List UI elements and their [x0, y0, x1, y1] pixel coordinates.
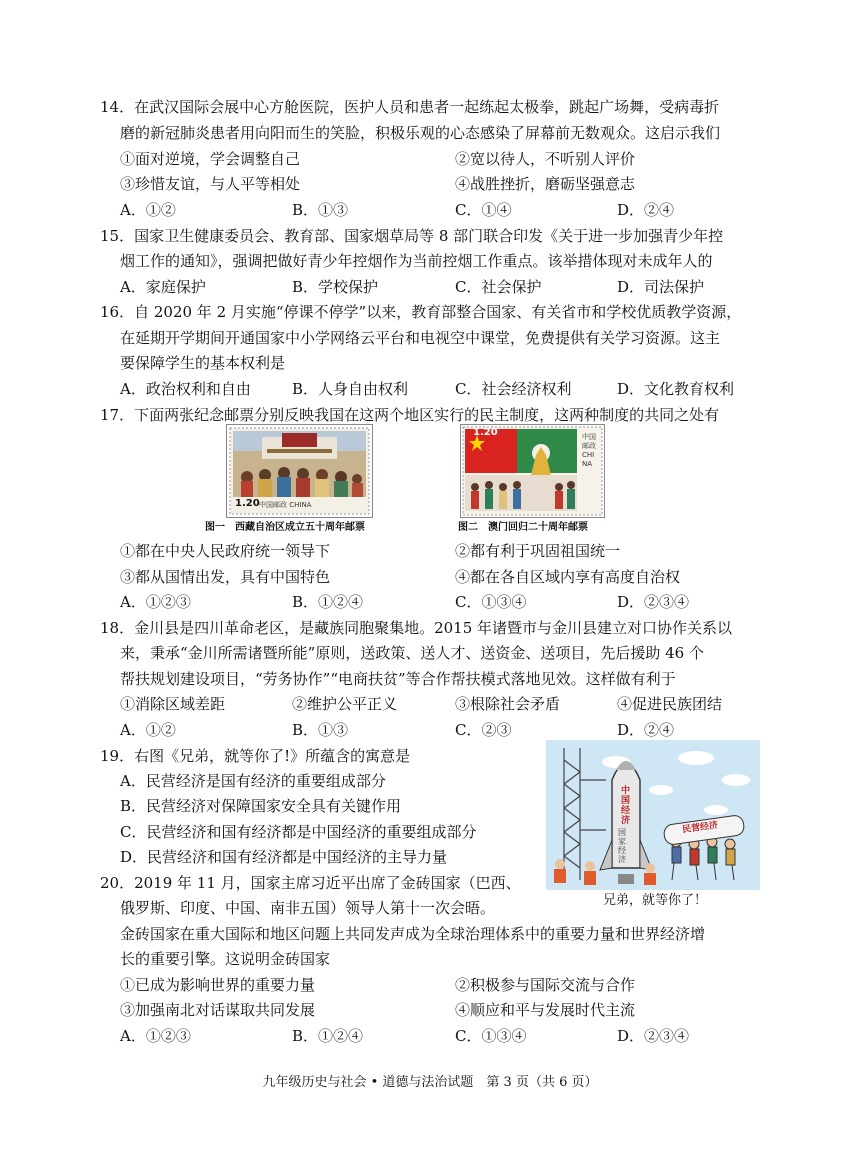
figure-2-caption: 图二 澳门回归二十周年邮票	[458, 522, 588, 533]
q14-option-b: B．①③	[292, 201, 349, 219]
q20-stem-line-2: 俄罗斯、印度、中国、南非五国）领导人第十一次会晤。	[120, 899, 496, 917]
q18-stem-line-3: 帮扶规划建设项目，“劳务协作”“电商扶贫”等合作帮扶模式落地见效。这样做有利于	[120, 670, 676, 688]
macau-stamp-value: 1.20	[473, 427, 498, 438]
page-footer: 九年级历史与社会 • 道德与法治试题 第 3 页（共 6 页）	[262, 1075, 598, 1090]
q17-item-1: ①都在中央人民政府统一领导下	[120, 542, 331, 560]
tibet-stamp-post: 中国邮政 CHINA	[259, 501, 312, 509]
cartoon-image	[546, 740, 760, 890]
q14-stem-line-1: 14．在武汉国际会展中心方舱医院，医护人员和患者一起练起太极拳，跳起广场舞，受病毒折	[100, 98, 720, 116]
q19-option-b: B．民营经济对保障国家安全具有关键作用	[120, 797, 402, 815]
q14-option-a: A．①②	[120, 201, 176, 219]
figure-1-caption: 图一 西藏自治区成立五十周年邮票	[205, 522, 365, 533]
q18-option-b: B．①③	[292, 721, 349, 739]
q14-item-3: ③珍惜友谊，与人平等相处	[120, 175, 301, 193]
rocket-cartoon-art	[546, 740, 760, 890]
cartoon-caption: 兄弟，就等你了！	[603, 893, 708, 908]
q14-item-1: ①面对逆境，学会调整自己	[120, 150, 301, 168]
q14-item-4: ④战胜挫折，磨砺坚强意志	[455, 175, 636, 193]
q18-item-4: ④促进民族团结	[617, 695, 723, 713]
q20-stem-line-1: 20．2019 年 11 月，国家主席习近平出席了金砖国家（巴西、	[100, 874, 521, 892]
q14-option-c: C．①④	[455, 201, 512, 219]
q18-stem-line-2: 来，秉承“金川所需诸暨所能”原则，送政策、送人才、送资金、送项目，先后援助 46 个	[120, 644, 704, 662]
q15-option-c: C．社会保护	[455, 278, 542, 296]
macau-stamp-post: 中国邮政 CHINA	[582, 433, 596, 468]
q18-option-d: D．②④	[617, 721, 675, 739]
q15-stem-line-1: 15．国家卫生健康委员会、教育部、国家烟草局等 8 部门联合印发《关于进一步加强青少年控	[100, 227, 724, 245]
q15-option-a: A．家庭保护	[120, 278, 206, 296]
q17-option-c: C．①③④	[455, 593, 527, 611]
q16-stem-line-3: 要保障学生的基本权利是	[120, 354, 286, 372]
q20-option-c: C．①③④	[455, 1027, 527, 1045]
q18-item-2: ②维护公平正义	[292, 695, 398, 713]
fuel-tank-text: 民营经济	[681, 820, 719, 836]
q14-stem-line-2: 磨的新冠肺炎患者用向阳而生的笑脸，积极乐观的心态感染了屏幕前无数观众。这启示我们	[120, 124, 721, 142]
q16-stem-line-2: 在延期开学期间开通国家中小学网络云平台和电视空中课堂，免费提供有关学习资源。这主	[120, 329, 721, 347]
q19-stem: 19．右图《兄弟，就等你了!》所蕴含的寓意是	[100, 747, 411, 765]
q18-item-1: ①消除区域差距	[120, 695, 226, 713]
rocket-head-text: 中国经济	[621, 786, 631, 826]
q20-option-b: B．①②④	[292, 1027, 364, 1045]
q19-option-a: A．民营经济是国有经济的重要组成部分	[120, 772, 386, 790]
q20-item-1: ①已成为影响世界的重要力量	[120, 976, 316, 994]
q14-item-2: ②宽以待人，不听别人评价	[455, 150, 636, 168]
q17-stem: 17．下面两张纪念邮票分别反映我国在这两个地区实行的民主制度，这两种制度的共同之处有	[100, 406, 720, 424]
q17-item-3: ③都从国情出发，具有中国特色	[120, 568, 331, 586]
q17-option-b: B．①②④	[292, 593, 364, 611]
q16-option-b: B．人身自由权利	[292, 380, 409, 398]
q18-option-a: A．①②	[120, 721, 176, 739]
q17-option-a: A．①②③	[120, 593, 191, 611]
q16-option-c: C．社会经济权利	[455, 380, 572, 398]
q15-option-b: B．学校保护	[292, 278, 379, 296]
tibet-stamp-image	[226, 424, 373, 518]
q20-item-4: ④顺应和平与发展时代主流	[455, 1001, 636, 1019]
q15-option-d: D．司法保护	[617, 278, 705, 296]
q20-item-3: ③加强南北对话谋取共同发展	[120, 1001, 316, 1019]
q20-item-2: ②积极参与国际交流与合作	[455, 976, 636, 994]
q14-option-d: D．②④	[617, 201, 675, 219]
q17-item-4: ④都在各自区域内享有高度自治权	[455, 568, 681, 586]
q17-option-d: D．②③④	[617, 593, 690, 611]
q20-option-d: D．②③④	[617, 1027, 690, 1045]
macau-stamp-image	[460, 424, 605, 518]
q17-item-2: ②都有利于巩固祖国统一	[455, 542, 621, 560]
q18-option-c: C．②③	[455, 721, 512, 739]
q15-stem-line-2: 烟工作的通知》，强调把做好青少年控烟作为当前控烟工作重点。该举措体现对未成年人的	[120, 252, 713, 270]
q16-stem-line-1: 16．自 2020 年 2 月实施“停课不停学”以来，教育部整合国家、有关省市和学校优质教学资源，	[100, 303, 742, 321]
q20-option-a: A．①②③	[120, 1027, 191, 1045]
q18-item-3: ③根除社会矛盾	[455, 695, 561, 713]
q20-stem-line-3: 金砖国家在重大国际和地区问题上共同发声成为全球治理体系中的重要力量和世界经济增	[120, 925, 706, 943]
q18-stem-line-1: 18．金川县是四川革命老区，是藏族同胞聚集地。2015 年诸暨市与金川县建立对口协作关系以	[100, 619, 733, 637]
q16-option-a: A．政治权利和自由	[120, 380, 251, 398]
q19-option-d: D．民营经济和国有经济都是中国经济的主导力量	[120, 848, 448, 866]
q20-stem-line-4: 长的重要引擎。这说明金砖国家	[120, 950, 331, 968]
q19-option-c: C．民营经济和国有经济都是中国经济的重要组成部分	[120, 823, 477, 841]
q16-option-d: D．文化教育权利	[617, 380, 735, 398]
tibet-stamp-value: 1.20	[235, 498, 260, 509]
rocket-body-text: 国家经济	[618, 828, 626, 864]
